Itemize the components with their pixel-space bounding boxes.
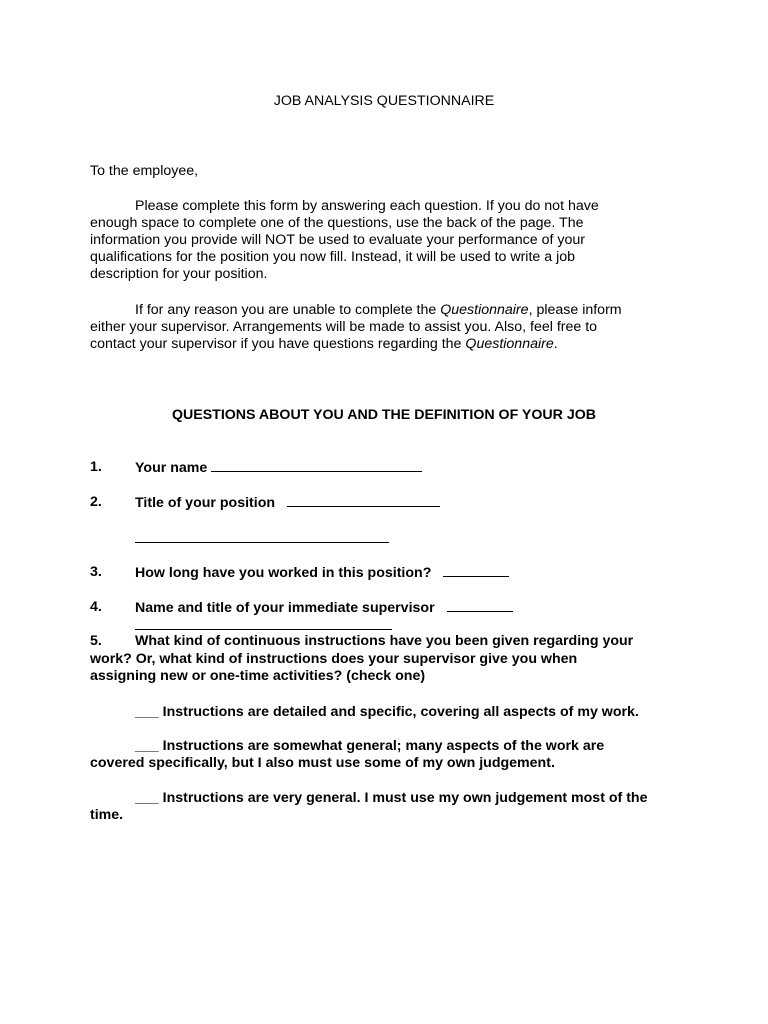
help-line-text: contact your supervisor if you have questions regarding the [90, 336, 466, 352]
section-heading: QUESTIONS ABOUT YOU AND THE DEFINITION OF YOUR JOB [171, 407, 597, 423]
check-blank[interactable]: ___ [135, 738, 159, 754]
option-text-continued: time. [90, 807, 124, 823]
question-2 [135, 494, 440, 512]
question-number: 3. [90, 564, 102, 580]
questionnaire-italic: Questionnaire [440, 302, 529, 318]
salutation: To the employee, [90, 163, 199, 179]
help-line-text: If for any reason you are unable to complete the [135, 302, 441, 318]
intro-line: enough space to complete one of the questions, use the back of the page. The [90, 215, 584, 231]
question-text: Your name [135, 460, 208, 476]
option-text-continued: covered specifically, but I also must use some of my own judgement. [90, 755, 555, 771]
question-text: Name and title of your immediate supervisor [135, 600, 435, 616]
help-line: either your supervisor. Arrangements will be made to assist you. Also, feel free to [90, 319, 598, 335]
question-number: 5. [90, 633, 102, 649]
name-answer-line[interactable] [211, 459, 422, 472]
check-blank[interactable]: ___ [135, 704, 159, 720]
question-1 [135, 459, 422, 477]
help-line-text: . [553, 336, 558, 352]
position-title-extra-line[interactable] [135, 542, 389, 543]
intro-line: description for your position. [90, 266, 268, 282]
question-number: 2. [90, 494, 102, 510]
question-text: How long have you worked in this position? [135, 565, 432, 581]
tenure-answer-line[interactable] [443, 564, 509, 577]
question-5-line: assigning new or one-time activities? (check one) [90, 668, 426, 684]
intro-line: qualifications for the position you now fill. Instead, it will be used to write a job [90, 249, 576, 265]
help-line [90, 336, 690, 353]
option-detailed[interactable] [135, 704, 639, 721]
option-text: Instructions are very general. I must use my own judgement most of the [162, 790, 648, 806]
help-paragraph [90, 302, 690, 353]
option-text: Instructions are somewhat general; many aspects of the work are [162, 738, 605, 754]
help-line-text: , please inform [528, 302, 622, 318]
question-number: 4. [90, 599, 102, 615]
option-very-general[interactable] [135, 790, 647, 807]
intro-paragraph [90, 198, 690, 283]
supervisor-answer-line[interactable] [447, 599, 513, 612]
supervisor-extra-line[interactable] [135, 629, 392, 630]
check-blank[interactable]: ___ [135, 790, 159, 806]
question-4 [135, 599, 513, 617]
option-somewhat-general[interactable] [135, 738, 604, 755]
intro-line: information you provide will NOT be used to evaluate your performance of your [90, 232, 585, 248]
document-title: JOB ANALYSIS QUESTIONNAIRE [273, 93, 495, 109]
intro-line: Please complete this form by answering each question. If you do not have [135, 198, 599, 214]
option-text: Instructions are detailed and specific, covering all aspects of my work. [162, 704, 639, 720]
question-text: Title of your position [135, 495, 276, 511]
help-line [90, 302, 690, 319]
questionnaire-italic: Questionnaire [465, 336, 554, 352]
question-number: 1. [90, 459, 102, 475]
position-title-answer-line[interactable] [287, 494, 440, 507]
question-3 [135, 564, 509, 582]
question-5-line: work? Or, what kind of instructions does your supervisor give you when [90, 651, 578, 667]
question-5-line: What kind of continuous instructions have you been given regarding your [135, 633, 634, 649]
